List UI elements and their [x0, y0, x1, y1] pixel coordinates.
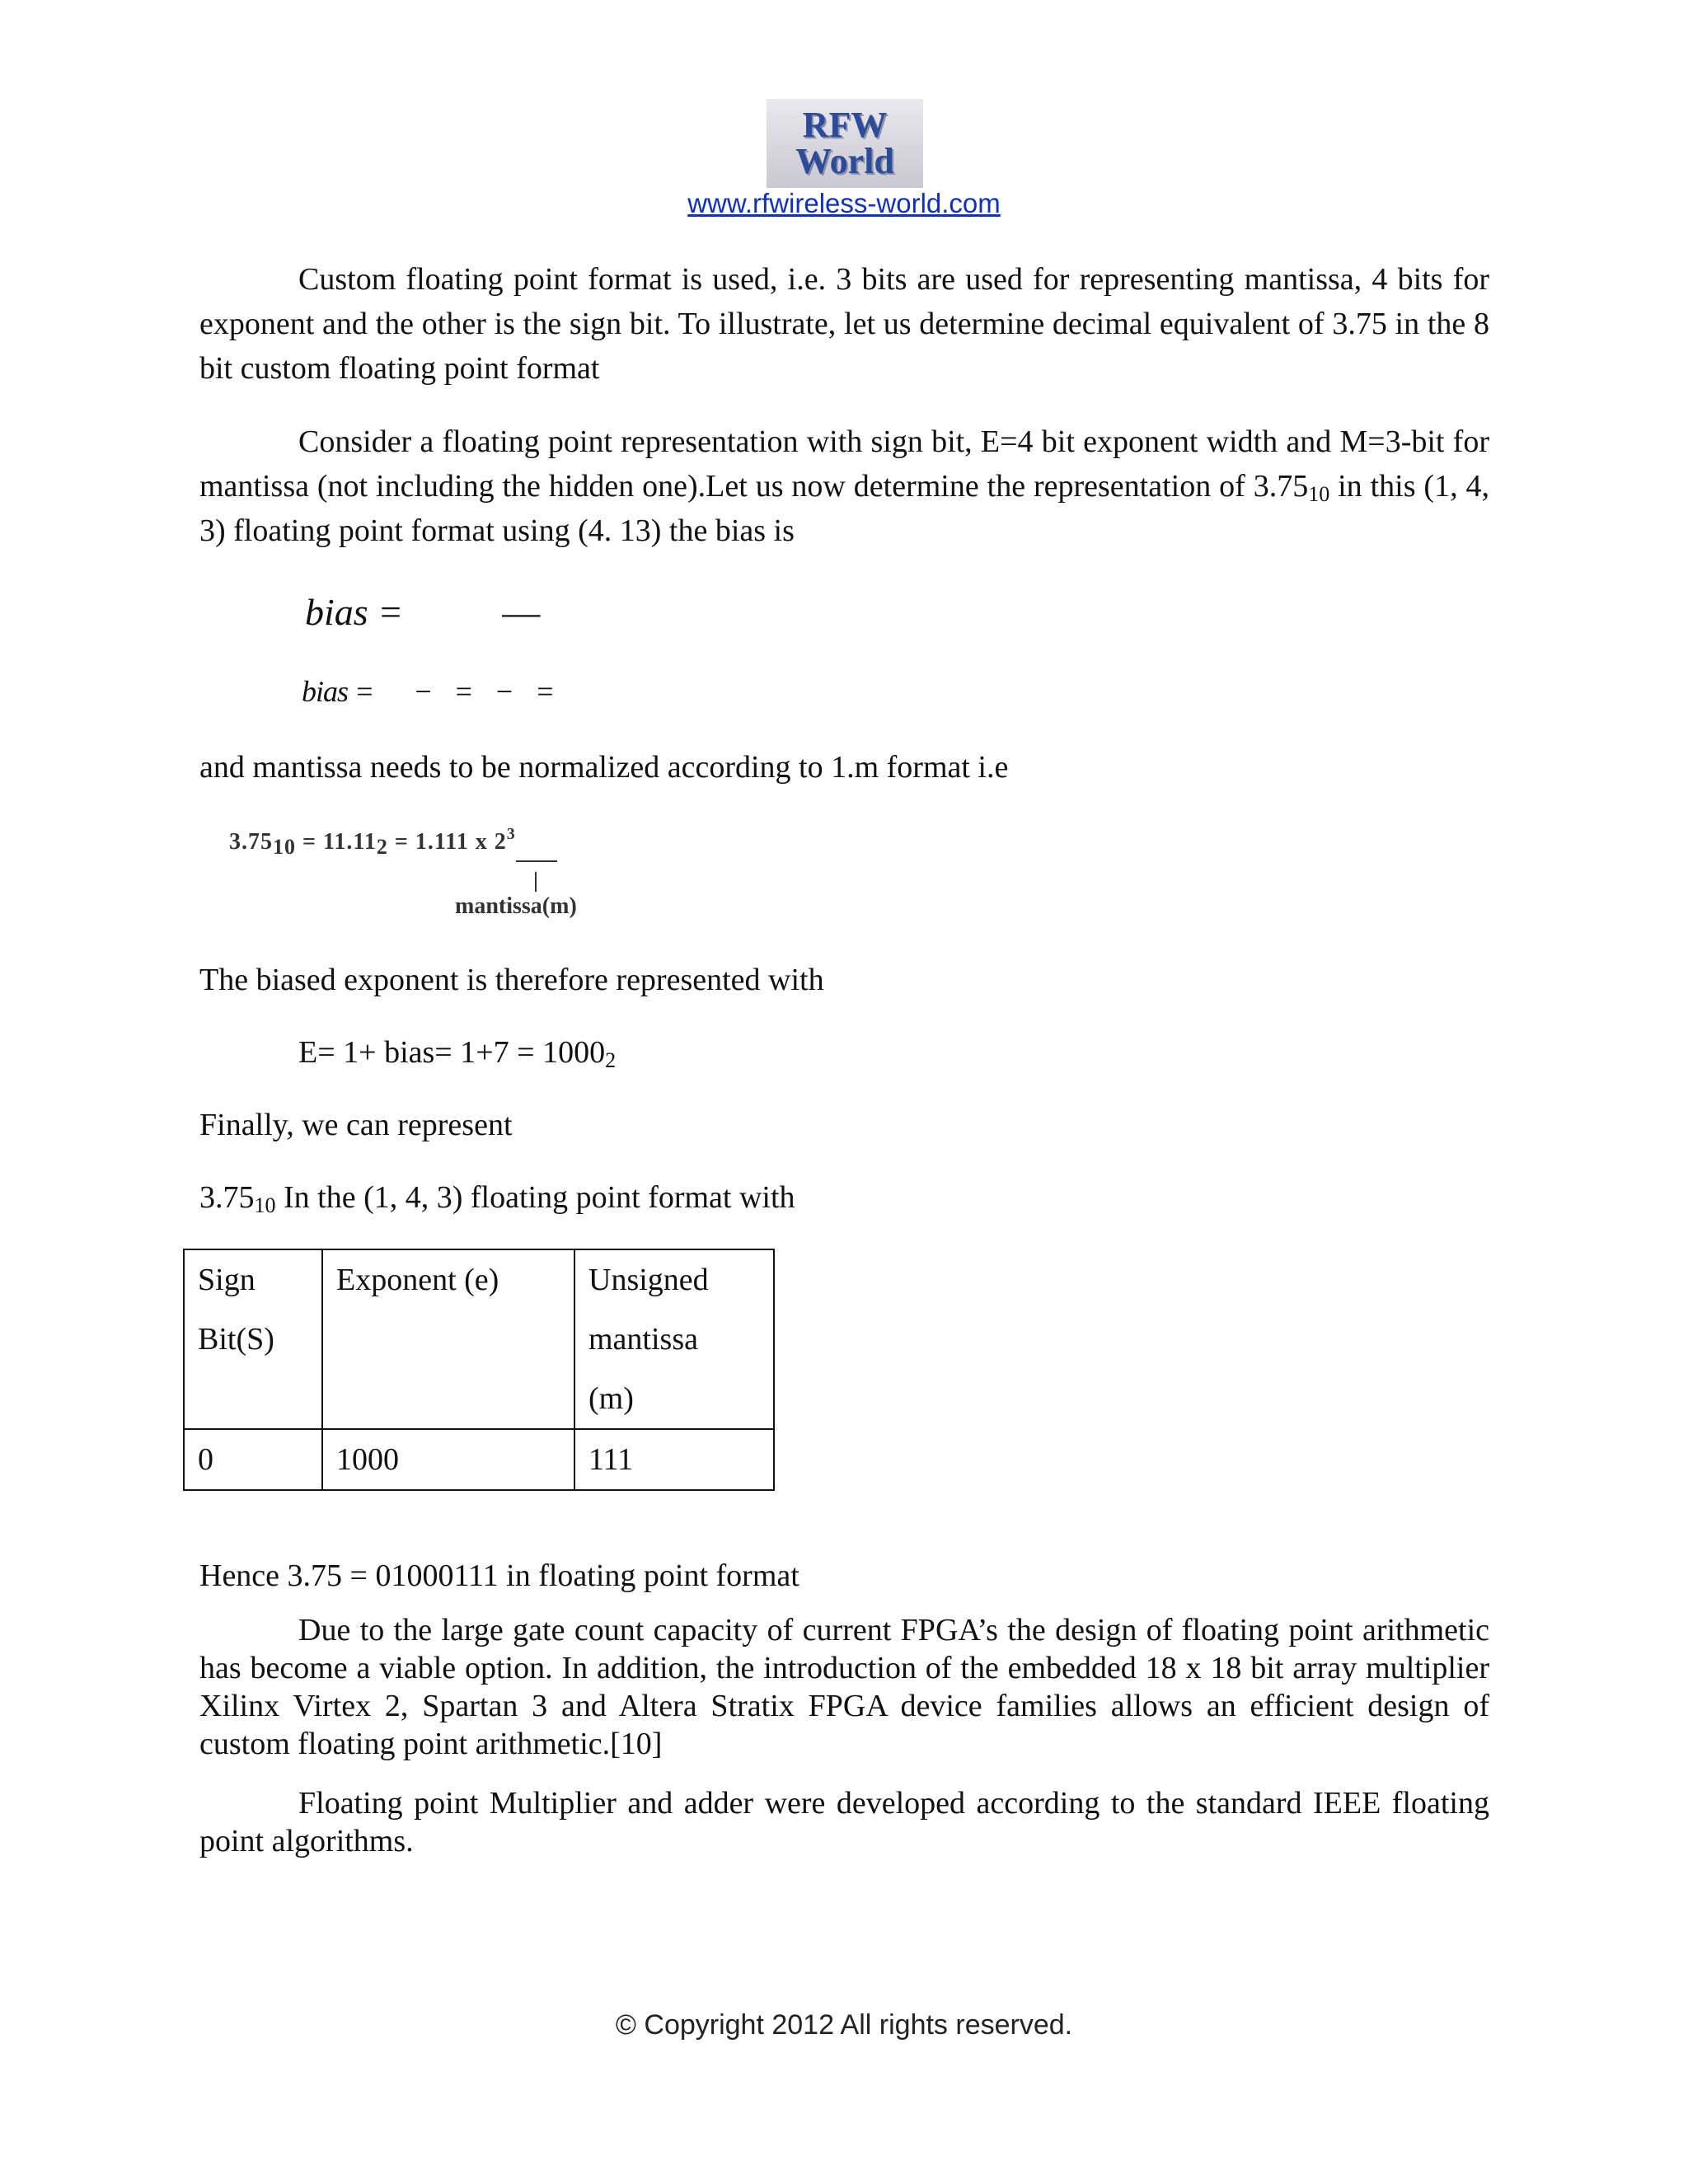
bias-equation-1 — [305, 590, 540, 634]
paragraph-normalize: and mantissa needs to be normalized according to 1.m format i.e — [199, 750, 1009, 785]
paragraph-format-with — [199, 1175, 1489, 1220]
bias-operators: − = − = — [415, 675, 553, 708]
bias-label-2: bias = — [302, 675, 374, 708]
paragraph-ieee — [199, 1784, 1489, 1860]
mantissa-pointer — [535, 872, 537, 892]
rfw-world-logo — [767, 99, 923, 188]
paragraph-2-text-a: Consider a floating point representation with sign bit, E=4 bit exponent width and M=3-bit for mantissa (not including the hidden one).Let us now determine the representation of 3.75 — [199, 424, 1489, 504]
table-row — [184, 1429, 774, 1490]
eq-rhs: = 1.111 x 2 — [387, 829, 507, 855]
header-mantissa: Unsigned mantissa (m) — [574, 1249, 774, 1429]
site-url-link[interactable]: www.rfwireless-world.com — [687, 188, 1001, 218]
logo-line-2: World — [795, 141, 894, 181]
logo-line-1: RFW — [802, 105, 888, 145]
paragraph-representation — [199, 419, 1489, 553]
mantissa-underbrace — [516, 860, 557, 862]
eq-exponent: 3 — [506, 825, 516, 843]
header-sign-bit: Sign Bit(S) — [184, 1249, 322, 1429]
paragraph-finally: Finally, we can represent — [199, 1108, 513, 1142]
header-exponent: Exponent (e) — [322, 1249, 574, 1429]
paragraph-fpga — [199, 1611, 1489, 1763]
bias-equation-2 — [302, 674, 553, 709]
cell-sign: 0 — [184, 1429, 322, 1490]
paragraph-1-text: Custom floating point format is used, i.e. 3 bits are used for representing mantissa, 4 bits for exponent and the other is the sign bit. To illustrate, let us determine decimal equivalent of 3.75 in the 8 bit custom floating point format — [199, 262, 1489, 386]
eq-mid: = 11.11 — [296, 829, 377, 855]
copyright-footer: © Copyright 2012 All rights reserved. — [615, 2009, 1073, 2041]
eq-lhs-subscript: 10 — [273, 835, 296, 859]
mantissa-label: mantissa(m) — [455, 893, 577, 919]
eq-lhs: 3.75 — [229, 829, 273, 855]
paragraph-2-text-b: in this (1, 4, 3) floating point format using (4. 13) the bias is — [199, 469, 1489, 548]
floating-point-table — [183, 1249, 775, 1491]
bias-fraction-bar: — — [502, 591, 541, 633]
subscript-10-b: 10 — [254, 1193, 276, 1217]
exponent-equation-text: E= 1+ bias= 1+7 = 1000 — [298, 1035, 606, 1070]
exponent-equation — [298, 1030, 1452, 1075]
eq-mid-subscript: 2 — [376, 835, 388, 859]
bias-label-1: bias = — [305, 591, 404, 633]
cell-mantissa: 111 — [574, 1429, 774, 1490]
exponent-subscript: 2 — [605, 1048, 617, 1072]
subscript-10: 10 — [1308, 482, 1330, 506]
paragraph-custom-format — [199, 257, 1489, 391]
paragraph-10-text: Floating point Multiplier and adder were developed according to the standard IEEE floating point algorithms. — [199, 1786, 1489, 1858]
paragraph-7-a: 3.75 — [199, 1180, 255, 1215]
normalization-equation — [229, 825, 516, 859]
paragraph-biased-exponent: The biased exponent is therefore represented with — [199, 963, 824, 997]
paragraph-9-text: Due to the large gate count capacity of current FPGA’s the design of floating point arithmetic has become a viable option. In addition, the introduction of the embedded 18 x 18 bit array multiplier Xilinx Virtex 2, Spartan 3 and Altera Stratix FPGA device families allows an efficient design of custom floating point arithmetic.[10] — [199, 1613, 1489, 1761]
paragraph-7-b: In the (1, 4, 3) floating point format with — [275, 1180, 795, 1215]
cell-exponent: 1000 — [322, 1429, 574, 1490]
paragraph-hence: Hence 3.75 = 01000111 in floating point format — [199, 1558, 799, 1593]
table-header-row — [184, 1249, 774, 1429]
